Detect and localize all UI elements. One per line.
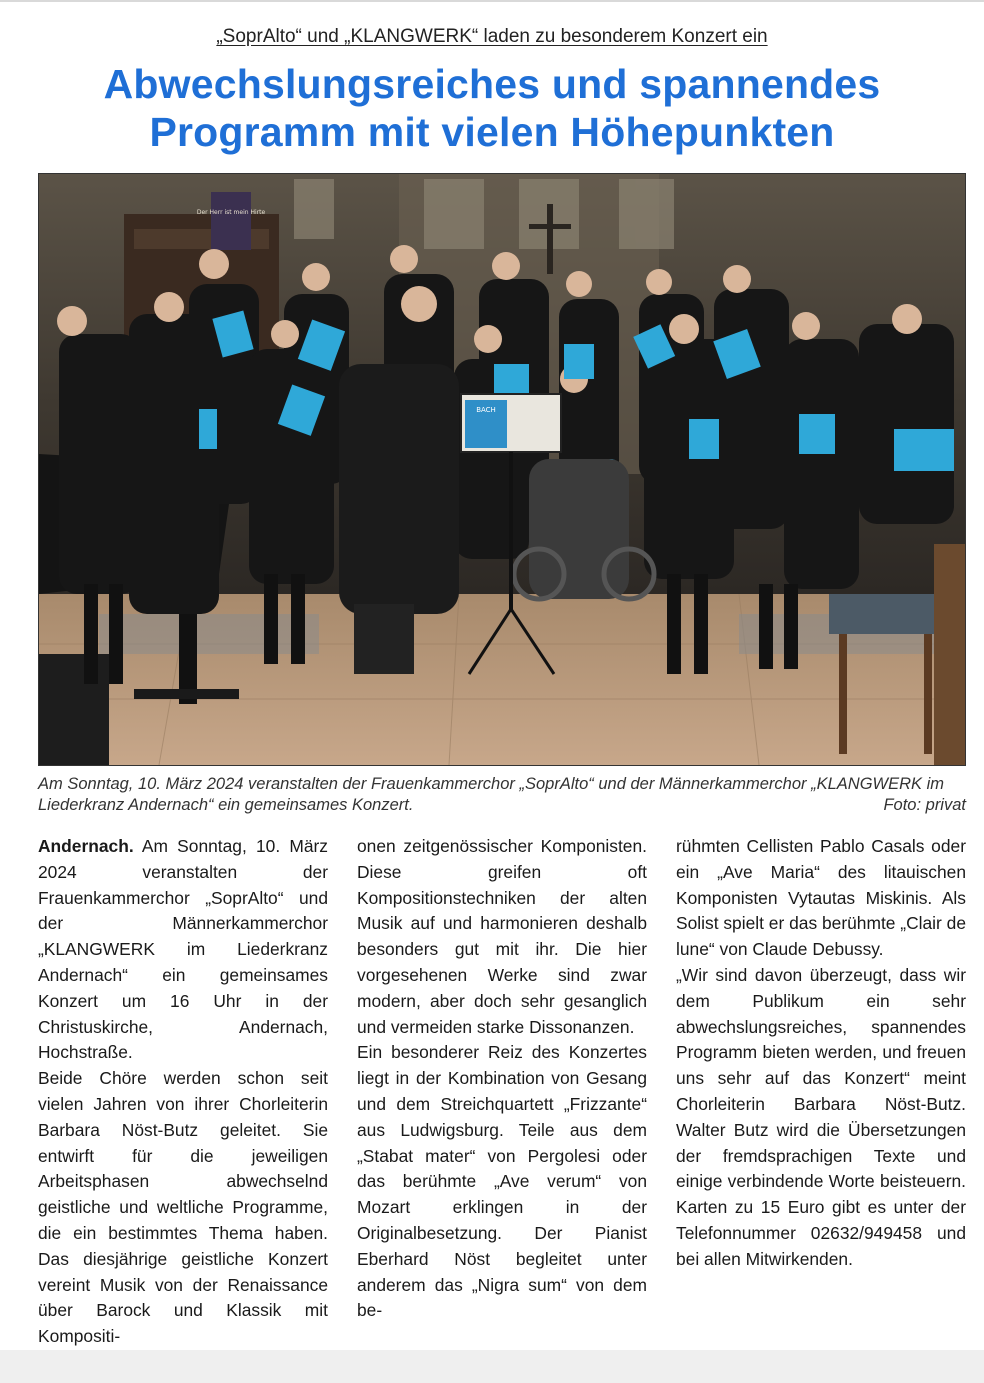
caption-text: Am Sonntag, 10. März 2024 veranstalten der Frauenkammerchor „SoprAlto“ und der Männerkammerchor „KLANGWERK im Liederkranz Andernach“ ein gemeinsames Konzert. (38, 775, 945, 814)
score-label: BACH (476, 406, 496, 414)
kicker-text: „SoprAlto“ und „KLANGWERK“ laden zu besonderem Konzert ein (216, 26, 768, 47)
footer-bar (0, 1350, 984, 1383)
top-border (0, 0, 984, 2)
choir-photo (38, 173, 966, 766)
article-paragraph: Ein besonderer Reiz des Konzertes liegt in der Kombination von Gesang und dem Streichquartett „Frizzante“ aus Ludwigsburg. Teile aus dem „Stabat mater“ von Pergolesi oder das berühmte „Ave verum“ von Mozart erklingen in der Originalbesetzung. Der Pianist Eberhard Nöst begleitet unter anderem das „Nigra sum“ von dem be- (357, 1042, 647, 1321)
article-column-1 (38, 834, 328, 1347)
photo-credit: Foto: privat (883, 796, 966, 814)
article-headline: Abwechslungsreiches und spannendes Programm mit vielen Höhepunkten (103, 61, 881, 155)
article-paragraph: onen zeitgenössischer Komponisten. Diese greifen oft Kompositionstechniken der alten Musik auf und harmonieren deshalb besonders gut mit ihr. Die hier vorgesehenen Werke sind zwar modern, aber doch sehr gesanglich und vermeiden starke Dissonanzen. (357, 836, 647, 1037)
article-paragraph: Beide Chöre werden schon seit vielen Jahren von ihrer Chorleiterin Barbara Nöst-Butz geleitet. Sie entwirft für die jeweiligen Arbeitsphasen abwechselnd geistliche und weltliche Programme, die ein bestimmtes Thema haben. Das diesjährige geistliche Konzert vereint Musik von der Renaissance über Barock und Klassik mit Kompositi- (38, 1068, 328, 1347)
article-paragraph: rühmten Cellisten Pablo Casals oder ein „Ave Maria“ des litauischen Komponisten Vytautas Miskinis. Als Solist spielt er das berühmte „Clair de lune“ von Claude Debussy. (676, 836, 966, 960)
article-body (38, 834, 966, 1347)
article-paragraph (38, 834, 328, 1066)
article-column-3 (676, 834, 966, 1344)
paragraph-text: Am Sonntag, 10. März 2024 veranstalten der Frauenkammerchor „SoprAlto“ und der Männerkammerchor „KLANGWERK im Liederkranz Andernach“ ein gemeinsames Konzert um 16 Uhr in der Christuskirche, Andernach, Hochstraße. (38, 836, 328, 1063)
banner-text: Der Herr ist mein Hirte (196, 209, 266, 216)
article-paragraph: „Wir sind davon überzeugt, dass wir dem Publikum ein sehr abwechslungsreiches, spannendes Programm bieten werden, und freuen uns sehr auf das Konzert“ meint Chorleiterin Barbara Nöst-Butz. Walter Butz wird die Übersetzungen der fremdsprachigen Texte und einige verbindende Worte beisteuern. Karten zu 15 Euro gibt es unter der Telefonnummer 02632/949458 und bei allen Mitwirkenden. (676, 964, 966, 1269)
photo-caption (38, 774, 966, 816)
article-column-2 (357, 834, 647, 1344)
dateline: Andernach. (38, 836, 134, 856)
article-kicker (0, 26, 984, 48)
